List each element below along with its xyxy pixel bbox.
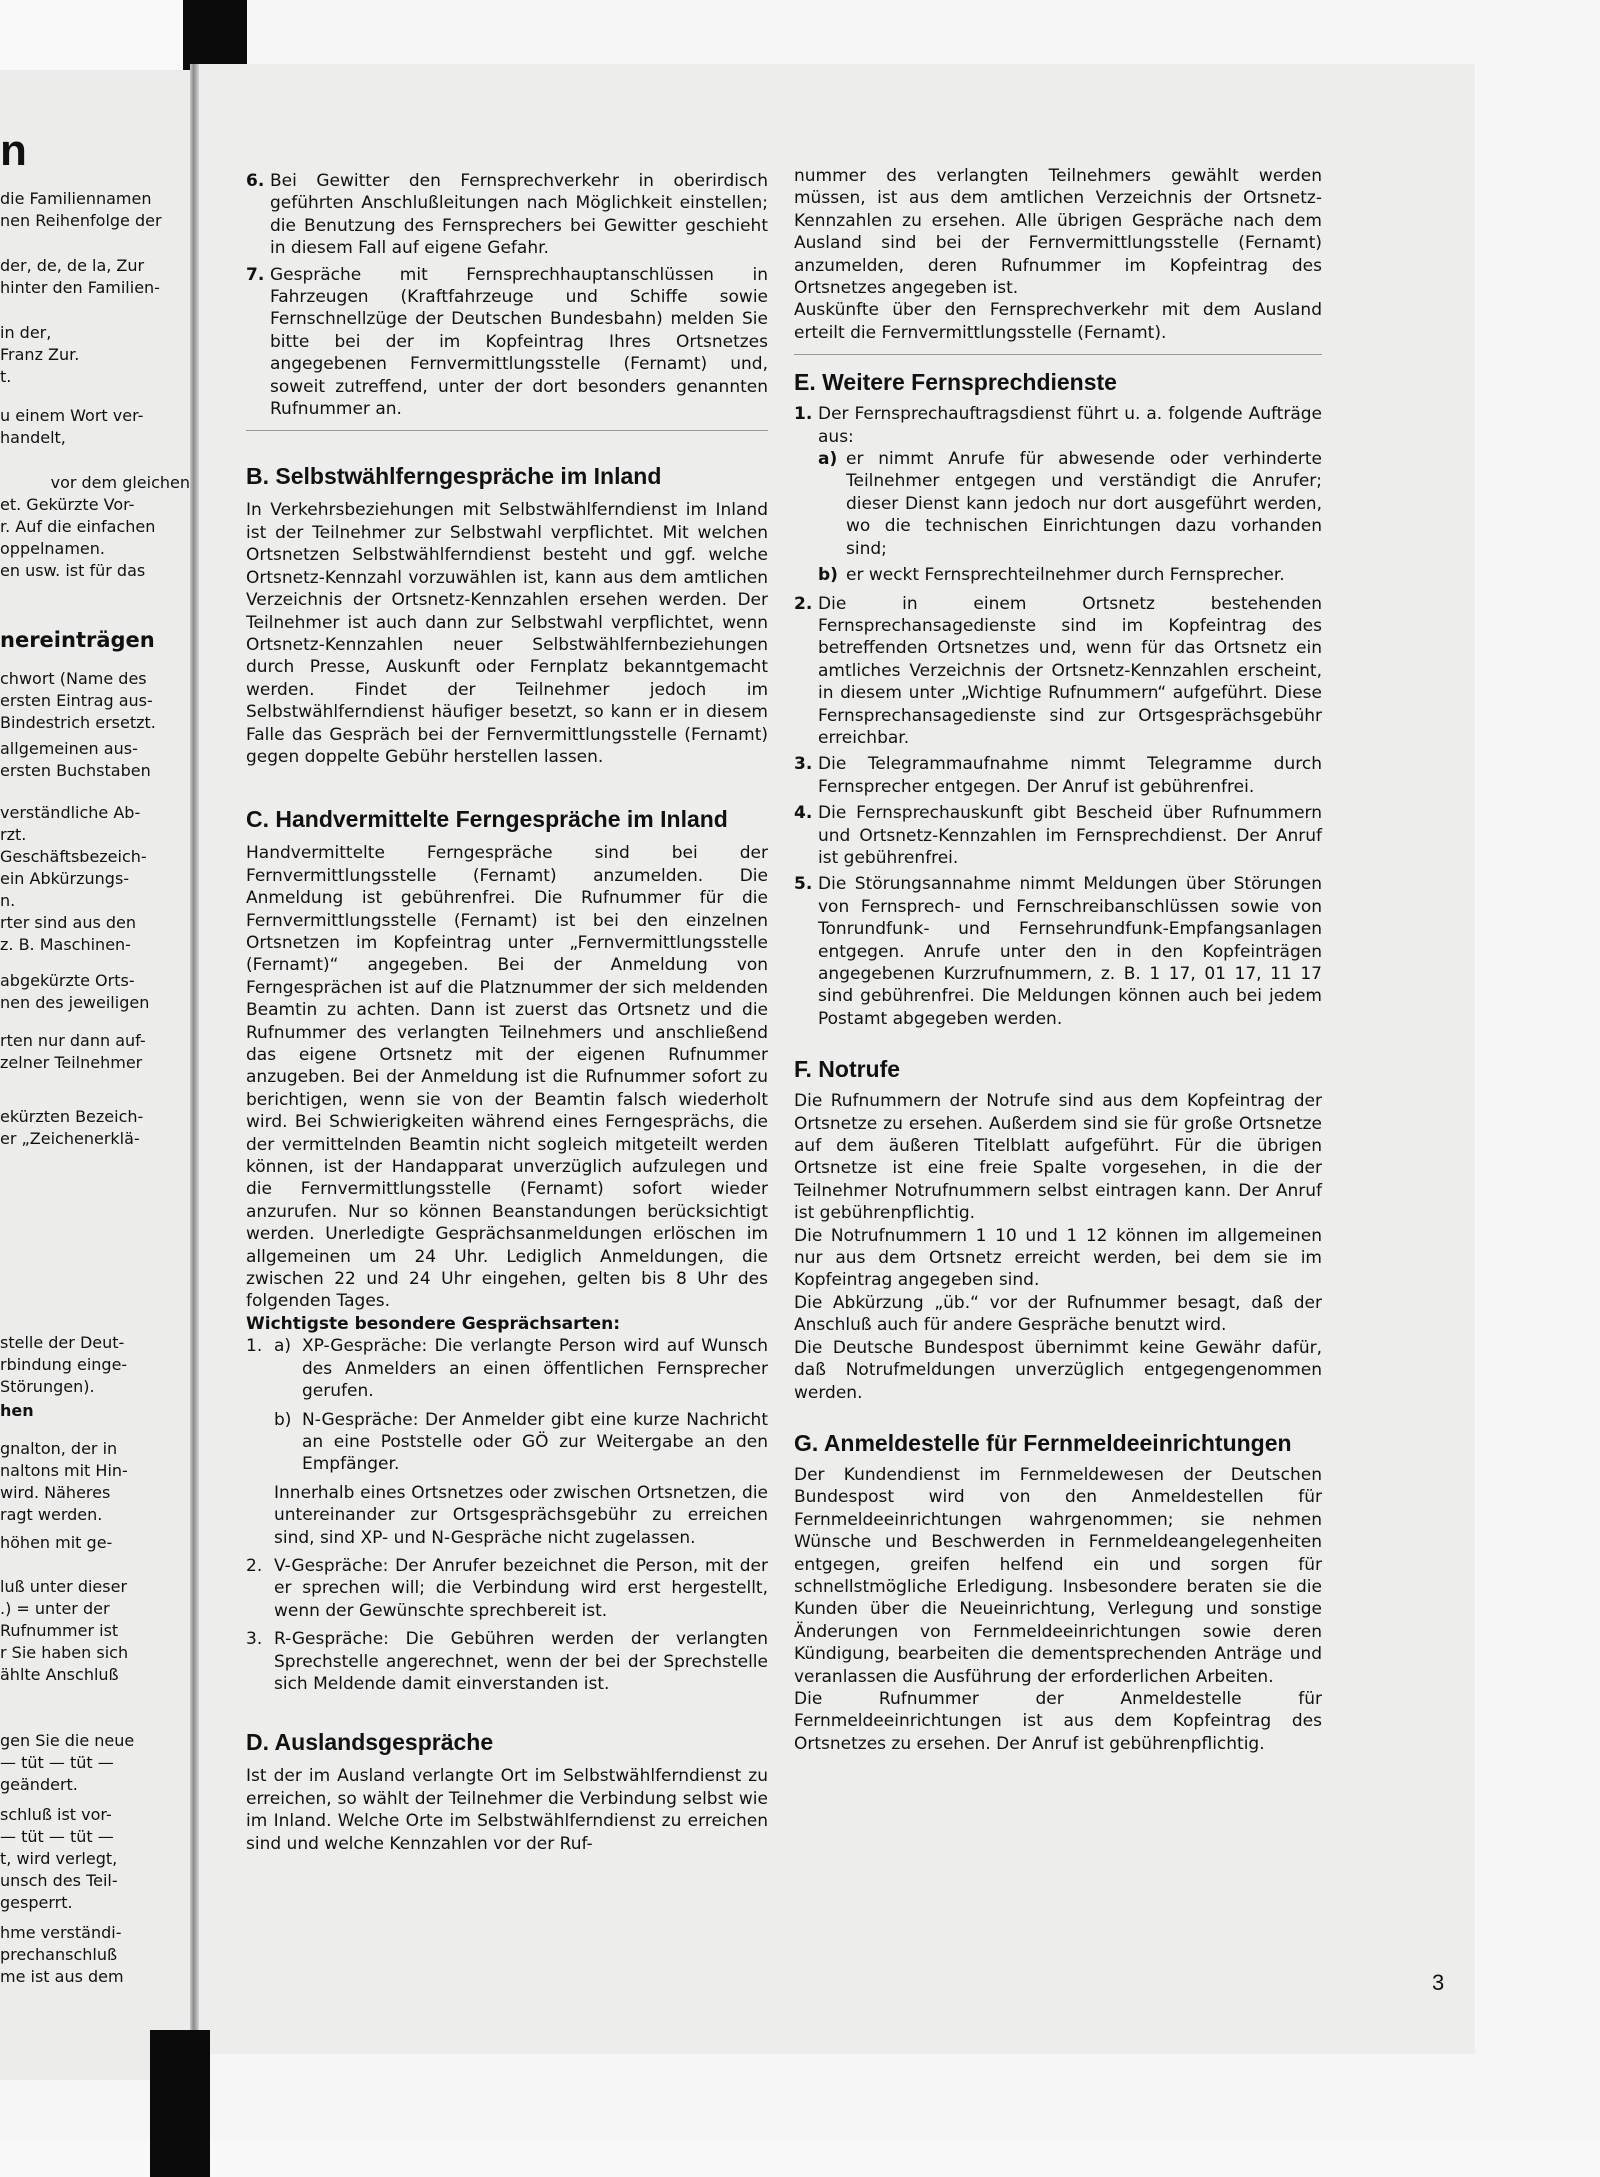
left-page-line: zelner Teilnehmer <box>0 1053 143 1072</box>
left-page-line: t. <box>0 367 12 386</box>
binding-clip-bottom-front <box>150 2030 210 2177</box>
left-page-line: er „Zeichenerklä- <box>0 1129 140 1148</box>
left-page-line: oppelnamen. <box>0 539 105 558</box>
left-page-line: n. <box>0 891 16 910</box>
left-page-line: et. Gekürzte Vor- <box>0 495 135 514</box>
list-item: 4. Die Fernsprechauskunft gibt Bescheid über Rufnummern und Ortsnetz-Kennzahlen im Fernsprechdienst. Der Anruf ist gebührenfrei. <box>794 803 1322 868</box>
left-page-line: verständliche Ab- <box>0 803 141 822</box>
page-gutter <box>190 64 199 2084</box>
list-item: 2. V-Gespräche: Der Anrufer bezeichnet die Person, mit der er sprechen will; die Verbindung wird erst hergestellt, wenn der Gewünschte sprechbereit ist. <box>246 1555 768 1621</box>
left-page-line: ersten Eintrag aus- <box>0 691 153 710</box>
paragraph: Handvermittelte Ferngespräche sind bei der Fernvermittlungsstelle (Fernamt) anzumelden. Die Anmeldung ist gebührenfrei. Die Rufnummer für die Fernvermittlungsstelle (Fernamt) ist bei den einzelnen Ortsnetzen im Kopfeintrag unter „Fernvermittlungsstelle (Fernamt)“ angegeben. Bei der Anmeldung von Ferngesprächen ist auf die Platznummer der sich meldenden Beamtin zu achten. Dann ist zuerst das Ortsnetz und die Rufnummer des verlangten Teilnehmers und anschließend das eigene Ortsnetz mit der eigenen Rufnummer anzugeben. Bei der Anmeldung ist die Rufnummer sofort zu berichtigen, wenn sie von der Beamtin falsch wiederholt wird. Bei Schwierigkeiten während eines Ferngesprächs, die der vermittelnden Beamtin nicht sogleich mitgeteilt werden können, ist der Handapparat unverzüglich aufzulegen und die Fernvermittlungsstelle (Fernamt) sofort wieder anzurufen. Nur so können Beanstandungen berücksichtigt werden. Unerledigte Gesprächsanmeldungen erlöschen im allgemeinen um 24 Uhr. Lediglich Anmeldungen, die zwischen 22 und 24 Uhr eingehen, gelten bis 8 Uhr des folgenden Tages. <box>246 843 768 1312</box>
section-title-g: G. Anmeldestelle für Fernmeldeeinrichtungen <box>794 1429 1292 1456</box>
list-item: 1. Der Fernsprechauftragsdienst führt u. a. folgende Aufträge aus: a) er nimmt Anrufe für abwesende oder verhinderte Teilnehmer entgegen und verständigt die Anrufer; dieser Dienst kann jedoch nur dort ausgeführt werden, wo die technischen Einrichtungen dazu vorhanden sind; b) er weckt Fernsprechteilnehmer durch Fernsprecher. <box>794 404 1322 586</box>
section-title-e: E. Weitere Fernsprechdienste <box>794 369 1117 396</box>
section-title-b: B. Selbstwählferngespräche im Inland <box>246 463 662 490</box>
left-page-line: die Familiennamen <box>0 189 152 208</box>
left-page-line: hme verständi- <box>0 1923 122 1942</box>
left-page-line: — tüt — tüt — <box>0 1827 114 1846</box>
list-item: a) er nimmt Anrufe für abwesende oder verhinderte Teilnehmer entgegen und verständigt die Anrufer; dieser Dienst kann jedoch nur dort ausgeführt werden, wo die technischen Einrichtungen dazu vorhanden sind; <box>818 449 1322 559</box>
left-page-line: u einem Wort ver- <box>0 406 144 425</box>
paragraph: Die Rufnummern der Notrufe sind aus dem Kopfeintrag der Ortsnetze zu ersehen. Außerdem sind sie für große Ortsnetze auf dem äußeren Titelblatt aufgeführt. Für die übrigen Ortsnetze ist eine freie Spalte vorgesehen, in die der Teilnehmer Notrufnummern selbst eintragen kann. Der Anruf ist gebührenpflichtig. <box>794 1091 1322 1224</box>
left-page-line: ekürzten Bezeich- <box>0 1107 144 1126</box>
list-item: 1. a) XP-Gespräche: Die verlangte Person wird auf Wunsch des Anmelders an einen öffentlichen Fernsprecher gerufen. b) N-Gespräche: Der Anmelder gibt eine kurze Nachricht an eine Poststelle oder GÖ zur Weitergabe an den Empfänger. Innerhalb eines Ortsnetzes oder zwischen Ortsnetzen, die untereinander zur Ortsgesprächsgebühr zu erreichen sind, sind XP- und N-Gespräche nicht zugelassen. <box>246 1336 768 1548</box>
left-page-line: wird. Näheres <box>0 1483 111 1502</box>
left-page-line: me ist aus dem <box>0 1967 124 1986</box>
left-page-line: prechanschluß <box>0 1945 118 1964</box>
left-page-line: Störungen). <box>0 1377 95 1396</box>
left-page-line: gnalton, der in <box>0 1439 118 1458</box>
left-page-line: nen Reihenfolge der <box>0 211 162 230</box>
paragraph: Auskünfte über den Fernsprechverkehr mit dem Ausland erteilt die Fernvermittlungsstelle (Fernamt). <box>794 300 1322 343</box>
left-page-line: ragt werden. <box>0 1505 103 1524</box>
left-page-line: t, wird verlegt, <box>0 1849 118 1868</box>
binding-clip-top <box>183 0 247 70</box>
divider <box>794 354 1322 355</box>
list-item: 7. Gespräche mit Fernsprechhauptanschlüssen in Fahrzeugen (Kraftfahrzeuge und Schiffe sowie Fernschnellzüge der Deutschen Bundesbahn) melden Sie bitte bei der im Kopfeintrag Ihres Ortsnetzes angegebenen Fernvermittlungsstelle (Fernamt) und, soweit zutreffend, unter der dort besonders genannten Rufnummer an. <box>246 264 768 420</box>
left-page-line: .) = unter der <box>0 1599 110 1618</box>
left-page-line: ersten Buchstaben <box>0 761 151 780</box>
divider <box>246 430 768 431</box>
left-page-line: naltons mit Hin- <box>0 1461 128 1480</box>
list-item: 2. Die in einem Ortsnetz bestehenden Fernsprechansagedienste sind im Kopfeintrag des betreffenden Ortsnetzes und, wenn für das Ortsnetz ein amtliches Verzeichnis der Ortsnetz-Kennzahlen erscheint, in diesem unter „Wichtige Rufnummern“ aufgeführt. Diese Fernsprechansagedienste sind zur Ortsgesprächsgebühr erreichbar. <box>794 593 1322 748</box>
paragraph: Die Notrufnummern 1 10 und 1 12 können im allgemeinen nur aus dem Ortsnetz erreicht werden, bei dem sie im Kopfeintrag angegeben sind. <box>794 1225 1322 1291</box>
list-item: 3. R-Gespräche: Die Gebühren werden der verlangten Sprechstelle angerechnet, wenn der bei der Sprechstelle sich Meldende damit einverstanden ist. <box>246 1629 768 1694</box>
list-item: 6. Bei Gewitter den Fernsprechverkehr in oberirdisch geführten Anschlußleitungen nach Möglichkeit einstellen; die Benutzung des Fernsprechers bei Gewitter geschieht in diesem Fall auf eigene Gefahr. <box>246 171 768 259</box>
list-item: b) er weckt Fernsprechteilnehmer durch Fernsprecher. <box>818 565 1285 586</box>
paragraph: In Verkehrsbeziehungen mit Selbstwählferndienst im Inland ist der Teilnehmer zur Selbstwahl verpflichtet. Mit welchen Ortsnetzen Selbstwählferndienst besteht und ggf. welche Ortsnetz-Kennzahl vorzuwählen ist, kann aus dem amtlichen Verzeichnis der Ortsnetz-Kennzahlen ersehen werden. Der Teilnehmer ist auch dann zur Selbstwahl verpflichtet, wenn Ortsnetz-Kennzahlen neuer Selbstwählfernbeziehungen durch Presse, Auskunft oder Fernplatz bekanntgemacht werden. Findet der Teilnehmer jedoch im Selbstwählferndienst häufiger besetzt, so kann er in diesem Falle das Gespräch bei der Fernvermittlungsstelle (Fernamt) gegen doppelte Gebühr herstellen lassen. <box>246 500 768 767</box>
left-page-line: ein Abkürzungs- <box>0 869 130 888</box>
left-page-line: rten nur dann auf- <box>0 1031 146 1050</box>
left-page-line: hen <box>0 1401 34 1420</box>
paragraph: Die Abkürzung „üb.“ vor der Rufnummer besagt, daß der Anschluß auch für andere Gespräche benutzt wird. <box>794 1292 1322 1336</box>
left-page-line: luß unter dieser <box>0 1577 128 1596</box>
column-right <box>794 165 1322 1755</box>
left-page-line: gen Sie die neue <box>0 1731 135 1750</box>
section-title-d: D. Auslandsgespräche <box>246 1729 494 1756</box>
left-page-line: vor dem gleichen <box>50 473 190 492</box>
left-page-line: nen des jeweiligen <box>0 993 150 1012</box>
page-number: 3 <box>1432 1970 1445 1995</box>
list-item: 5. Die Störungsannahme nimmt Meldungen über Störungen von Fernsprech- und Fernschreibanschlüssen sowie von Tonrundfunk- und Fernsehrundfunk-Empfangsanlagen entgegen. Anrufe unter den in den Kopfeinträgen angegebenen Kurzrufnummern, z. B. 1 17, 01 17, 11 17 sind gebührenfrei. Die Meldungen können auch bei jedem Postamt abgegeben werden. <box>794 874 1322 1029</box>
left-page-line: unsch des Teil- <box>0 1871 118 1890</box>
left-page-line: rbindung einge- <box>0 1355 128 1374</box>
left-page-line: en usw. ist für das <box>0 561 146 580</box>
left-page-line: chwort (Name des <box>0 669 147 688</box>
left-page-line: höhen mit ge- <box>0 1533 113 1552</box>
left-page-line: Geschäftsbezeich- <box>0 847 147 866</box>
left-page-line: — tüt — tüt — <box>0 1753 114 1772</box>
left-page-line: rzt. <box>0 825 27 844</box>
left-page-line: ählte Anschluß <box>0 1665 119 1684</box>
left-page-line: hinter den Familien- <box>0 278 160 297</box>
left-page-line: in der, <box>0 323 52 342</box>
paragraph: Die Deutsche Bundespost übernimmt keine Gewähr dafür, daß Notrufmeldungen unverzüglich entgegengenommen werden. <box>794 1337 1322 1403</box>
left-page-line: Rufnummer ist <box>0 1621 119 1640</box>
paragraph: nummer des verlangten Teilnehmers gewählt werden müssen, ist aus dem amtlichen Verzeichnis der Ortsnetz-Kennzahlen zu ersehen. Alle übrigen Gespräche nach dem Ausland sind bei der Fernvermittlungsstelle (Fernamt) anzumelden, deren Rufnummer im Kopfeintrag des Ortsnetzes angegeben ist. <box>794 166 1322 299</box>
left-page-line: nereinträgen <box>0 628 155 652</box>
paragraph: Innerhalb eines Ortsnetzes oder zwischen Ortsnetzen, die untereinander zur Ortsgesprächsgebühr zu erreichen sind, sind XP- und N-Gespräche nicht zugelassen. <box>274 1482 768 1548</box>
left-page-line: Franz Zur. <box>0 345 80 364</box>
column-left <box>246 170 768 1855</box>
paragraph: Die Rufnummer der Anmeldestelle für Fernmeldeeinrichtungen ist aus dem Kopfeintrag des Ortsnetzes zu ersehen. Der Anruf ist gebührenpflichtig. <box>794 1688 1322 1754</box>
paragraph: Ist der im Ausland verlangte Ort im Selbstwählferndienst zu erreichen, so wählt der Teilnehmer die Verbindung selbst wie im Inland. Welche Orte im Selbstwählferndienst zu erreichen sind und welche Kennzahlen vor der Ruf- <box>246 1766 768 1854</box>
section-title-f: F. Notrufe <box>794 1056 901 1083</box>
left-page-line: schluß ist vor- <box>0 1805 112 1824</box>
left-page-line: abgekürzte Orts- <box>0 971 135 990</box>
left-page-line: allgemeinen aus- <box>0 739 138 758</box>
left-page-line: Bindestrich ersetzt. <box>0 713 156 732</box>
paragraph: Der Kundendienst im Fernmeldewesen der Deutschen Bundespost wird von den Anmeldestellen für Fernmeldeeinrichtungen wahrgenommen; sie nehmen Wünsche und Beschwerden in Fernmeldeangelegenheiten entgegen, greifen helfend ein und sorgen für schnellstmögliche Erledigung. Insbesondere beraten sie die Kunden über die Neueinrichtung, Verlegung und sonstige Änderungen von Fernmeldeeinrichtungen sowie deren Kündigung, bearbeiten die dementsprechenden Anträge und veranlassen die Ausführung der erforderlichen Arbeiten. <box>794 1464 1322 1687</box>
list-heading: Wichtigste besondere Gesprächsarten: <box>246 1313 621 1334</box>
left-page-line: r Sie haben sich <box>0 1643 129 1662</box>
left-page-line: gesperrt. <box>0 1893 73 1912</box>
scan-margin-bottom <box>0 2140 1600 2177</box>
left-page-line: stelle der Deut- <box>0 1333 125 1352</box>
left-page-line: rter sind aus den <box>0 913 137 932</box>
left-page-line: handelt, <box>0 428 66 447</box>
left-page-line: der, de, de la, Zur <box>0 256 145 275</box>
left-page-line: geändert. <box>0 1775 78 1794</box>
left-page-fragment <box>0 70 190 2080</box>
list-item: 3. Die Telegrammaufnahme nimmt Telegramme durch Fernsprecher entgegen. Der Anruf ist gebührenfrei. <box>794 754 1322 797</box>
left-page-line: r. Auf die einfachen <box>0 517 156 536</box>
left-page-heading: n <box>0 126 27 175</box>
section-title-c: C. Handvermittelte Ferngespräche im Inland <box>246 806 728 833</box>
left-page-line: z. B. Maschinen- <box>0 935 131 954</box>
